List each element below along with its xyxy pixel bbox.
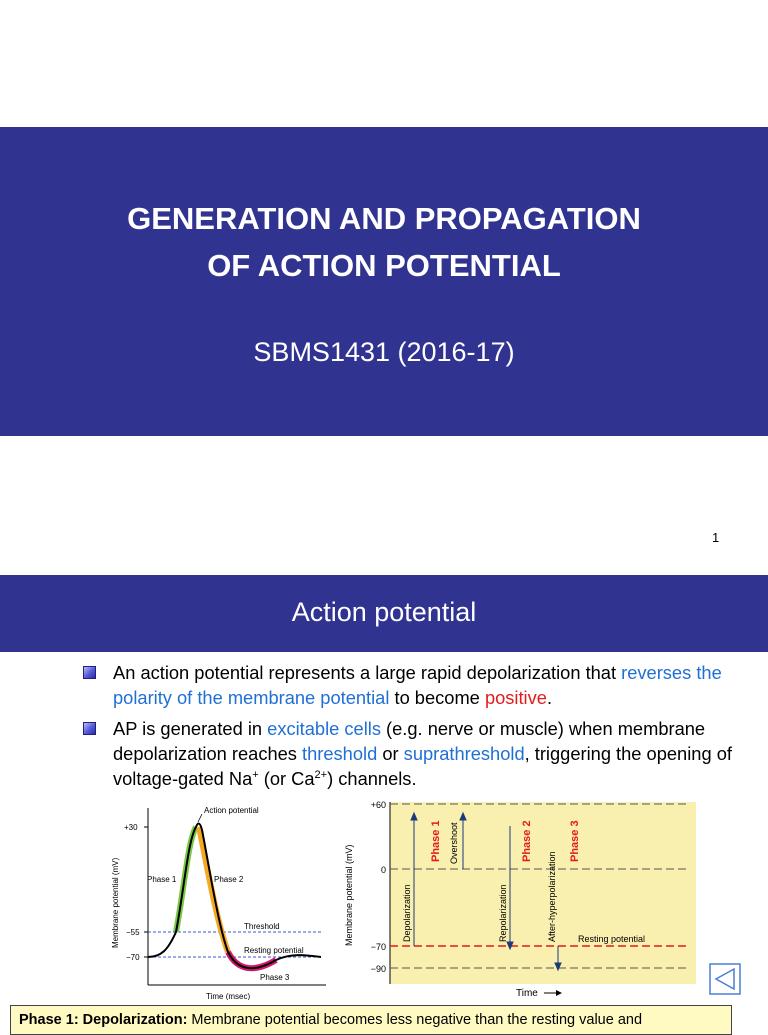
phase-box-text: Membrane potential becomes less negative than the resting value and [187,1012,643,1028]
tick-label: +30 [124,823,138,832]
label-phase1: Phase 1 [430,820,442,862]
tick-label: −70 [126,953,140,962]
label-pointer [198,814,202,822]
label-phase2: Phase 2 [214,875,244,884]
label-resting-potential: Resting potential [578,934,646,944]
superscript: 2+ [314,768,328,781]
tick-label: −55 [126,928,140,937]
bullet-text: AP is generated in [113,718,268,739]
section-title: Action potential [291,597,477,627]
bullet-text: , triggering the opening of voltage-gated Na [113,743,732,789]
slide-title-line2: OF ACTION POTENTIAL [207,248,561,283]
section-title-band [0,575,768,652]
highlight-text: threshold [302,743,378,764]
tick-label: −90 [370,964,386,974]
bullet-square-icon [83,666,96,679]
label-phase3: Phase 3 [260,973,290,982]
superscript: + [252,768,259,781]
slide-title [0,195,768,289]
label-action-potential: Action potential [204,806,259,815]
bullet-text: to become [389,687,485,708]
label-phase1: Phase 1 [147,875,177,884]
highlight-text: excitable cells [267,718,381,739]
title-band [0,127,768,436]
action-potential-figure [106,800,330,1000]
label-overshoot: Overshoot [449,822,459,864]
y-axis-label: Membrane potential (mV) [344,844,354,946]
y-axis-label: Membrane potential (mV) [111,857,120,948]
arrow-head-icon [556,990,562,996]
label-phase3: Phase 3 [569,820,581,862]
emphasis-text: positive [484,687,547,708]
bullet-text: (e.g. nerve or muscle) when membrane depolarization reaches [113,718,706,764]
page-number: 1 [712,530,720,545]
phase-description-box [10,1005,732,1035]
x-axis-label: Time (msec) [206,992,251,1000]
bullet-list [80,660,740,797]
bullet-item [80,660,740,710]
bullet-text: . [546,687,553,708]
bullet-text: ) channels. [327,768,417,789]
bullet-text: (or Ca [258,768,315,789]
label-threshold: Threshold [244,922,280,931]
tick-label: −70 [370,942,386,952]
phase-box-label: Phase 1: Depolarization: [19,1012,188,1028]
x-axis-label: Time [516,988,538,999]
bullet-square-icon [83,722,96,735]
tick-label: +60 [370,800,386,810]
previous-slide-button[interactable] [709,963,741,995]
bullet-item [80,716,740,791]
highlight-text: reverses the polarity of the membrane potential [113,662,722,708]
label-repolarization: Repolarization [498,884,508,942]
label-after-hyperpolarization: After-hyperpolarization [547,851,557,942]
label-phase2: Phase 2 [521,820,533,862]
slide-subtitle: SBMS1431 (2016-17) [253,337,515,367]
bullet-text: or [377,743,404,764]
tick-label: 0 [380,865,386,875]
label-resting-potential: Resting potential [244,946,304,955]
label-depolarization: Depolarization [402,884,412,942]
slide-title-line1: GENERATION AND PROPAGATION [127,201,641,236]
bullet-text: An action potential represents a large rapid depolarization that [113,662,622,683]
phase-diagram-figure [340,796,700,1002]
highlight-text: suprathreshold [403,743,525,764]
